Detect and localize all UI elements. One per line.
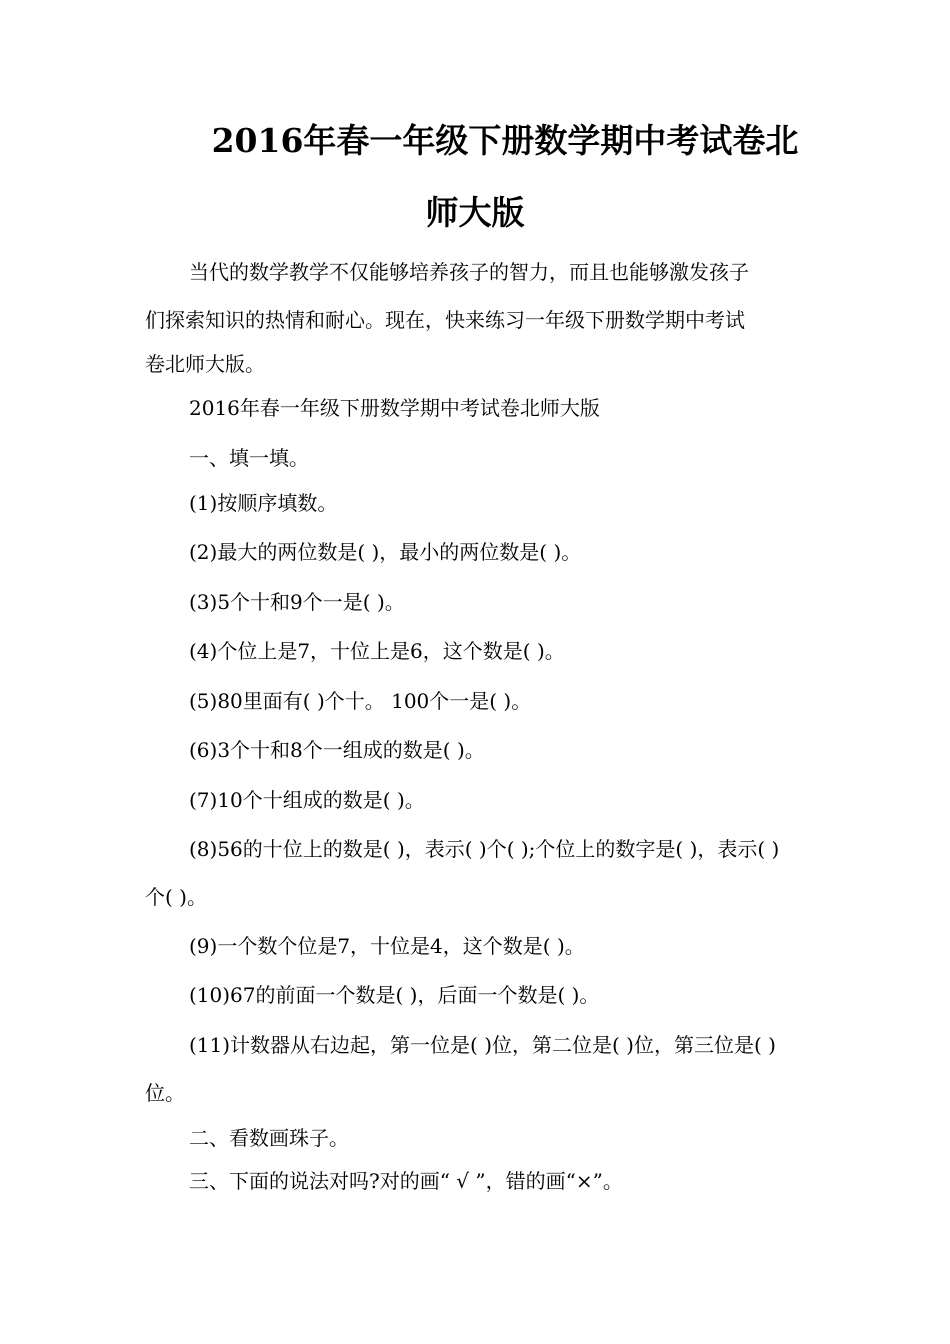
question-1: (1)按顺序填数。 <box>189 491 338 515</box>
question-7: (7)10个十组成的数是( )。 <box>189 788 425 812</box>
section-3-heading: 三、下面的说法对吗?对的画“ √ ”，错的画“×”。 <box>189 1169 623 1193</box>
intro-line-1: 当代的数学教学不仅能够培养孩子的智力，而且也能够激发孩子 <box>189 260 749 284</box>
question-6: (6)3个十和8个一组成的数是( )。 <box>189 738 485 762</box>
question-4: (4)个位上是7，十位上是6，这个数是( )。 <box>189 639 565 663</box>
question-11-line-2: 位。 <box>145 1081 185 1105</box>
question-2: (2)最大的两位数是( )，最小的两位数是( )。 <box>189 540 582 564</box>
subtitle: 2016年春一年级下册数学期中考试卷北师大版 <box>189 396 600 420</box>
question-11-line-1: (11)计数器从右边起，第一位是( )位，第二位是( )位，第三位是( ) <box>189 1033 776 1057</box>
section-2-heading: 二、看数画珠子。 <box>189 1126 349 1150</box>
section-1-heading: 一、填一填。 <box>189 446 309 470</box>
question-10: (10)67的前面一个数是( )，后面一个数是( )。 <box>189 983 600 1007</box>
intro-line-3: 卷北师大版。 <box>145 352 265 376</box>
document-title-line-1: 2016年春一年级下册数学期中考试卷北 <box>211 121 799 160</box>
question-8-line-2: 个( )。 <box>145 885 207 909</box>
document-title-line-2: 师大版 <box>425 193 525 232</box>
intro-line-2: 们探索知识的热情和耐心。现在，快来练习一年级下册数学期中考试 <box>145 308 745 332</box>
question-9: (9)一个数个位是7，十位是4，这个数是( )。 <box>189 934 585 958</box>
question-8-line-1: (8)56的十位上的数是( )，表示( )个( );个位上的数字是( )，表示( ) <box>189 837 780 861</box>
question-3: (3)5个十和9个一是( )。 <box>189 590 405 614</box>
question-5: (5)80里面有( )个十。 100个一是( )。 <box>189 689 532 713</box>
